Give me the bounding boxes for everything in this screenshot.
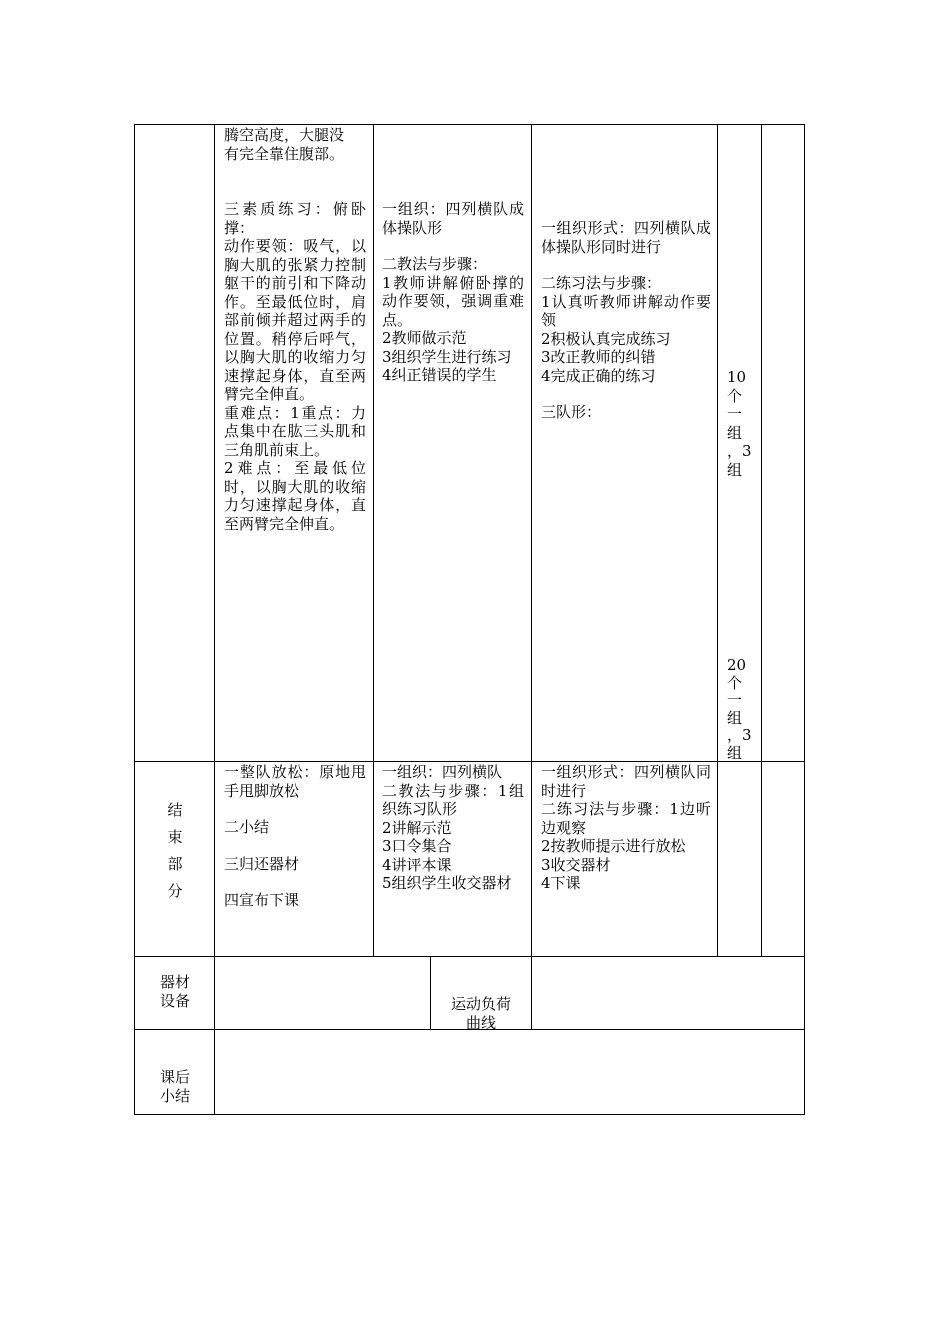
teacher-method-title: 二教法与步骤： bbox=[382, 255, 488, 273]
col-divider-load bbox=[761, 124, 762, 957]
ending-student-3: 2按教师提示进行放松 bbox=[541, 837, 686, 855]
summary-label-line-2: 小结 bbox=[159, 1086, 190, 1105]
content-cell-main bbox=[224, 126, 366, 533]
table-right-border bbox=[804, 124, 805, 1115]
load-1-line-3: 一 bbox=[727, 405, 743, 423]
ending-content-cell bbox=[224, 763, 366, 910]
col-divider-equipment bbox=[430, 956, 431, 1030]
ending-teacher-3: 2讲解示范 bbox=[382, 818, 452, 837]
student-step-3: 3改正教师的纠错 bbox=[541, 348, 656, 366]
equipment-label-line-1: 器材 bbox=[159, 973, 190, 991]
ending-content-2: 二小结 bbox=[224, 818, 270, 836]
col-divider-student bbox=[717, 124, 718, 957]
ending-teacher-2: 二教法与步骤：1组织练习队形 bbox=[382, 781, 524, 818]
student-organization: 一组织形式：四列横队成体操队形同时进行 bbox=[541, 219, 711, 256]
load-curve-label-line-2: 曲线 bbox=[465, 1013, 496, 1032]
load-curve-label bbox=[440, 995, 522, 1032]
load-2-line-6: 组 bbox=[727, 743, 743, 762]
col-divider-label bbox=[214, 124, 215, 1115]
exercise-key-point: 重难点：1重点：力点集中在肱三头肌和三角肌前束上。 bbox=[224, 403, 366, 459]
teacher-step-1: 1教师讲解俯卧撑的动作要领，强调重难点。 bbox=[382, 273, 524, 329]
table-bottom-border bbox=[134, 1114, 805, 1115]
ending-student-4: 3收交器材 bbox=[541, 855, 611, 874]
teacher-step-2: 2教师做示范 bbox=[382, 329, 467, 347]
teacher-cell-main bbox=[382, 200, 524, 385]
equipment-label-line-2: 设备 bbox=[159, 991, 190, 1010]
load-1-line-6: 组 bbox=[727, 460, 743, 479]
section-label-ending bbox=[160, 797, 190, 905]
load-2-line-1: 20 bbox=[727, 656, 747, 674]
section-char-3: 部 bbox=[167, 855, 183, 873]
table-top-border bbox=[134, 124, 805, 125]
teacher-step-3: 3组织学生进行练习 bbox=[382, 347, 512, 366]
content-top-line-1: 腾空高度，大腿没 bbox=[224, 126, 345, 144]
section-char-2: 束 bbox=[167, 828, 183, 846]
table-left-border bbox=[134, 124, 135, 1115]
exercise-essentials: 动作要领：吸气，以胸大肌的张紧力控制躯干的前引和下降动作。至最低位时，肩部前倾并超过两手的位置。稍停后呼气，以胸大肌的收缩力匀速撑起身体，直至两臂完全伸直。 bbox=[224, 237, 366, 403]
student-method-title: 二练习法与步骤： bbox=[541, 274, 662, 292]
load-2-line-4: 组 bbox=[727, 708, 743, 727]
ending-content-4: 四宣布下课 bbox=[224, 891, 300, 909]
col-divider-content bbox=[373, 124, 374, 957]
load-cell-1 bbox=[727, 368, 757, 479]
summary-label bbox=[145, 1068, 205, 1105]
content-top-line-2: 有完全靠住腹部。 bbox=[224, 144, 345, 163]
ending-student-1: 一组织形式：四列横队同时进行 bbox=[541, 763, 711, 800]
student-step-2: 2积极认真完成练习 bbox=[541, 329, 671, 348]
ending-teacher-4: 3口令集合 bbox=[382, 837, 452, 855]
ending-teacher-5: 4讲评本课 bbox=[382, 855, 452, 874]
load-1-line-1: 10 bbox=[727, 368, 747, 386]
load-2-line-5: ，3 bbox=[727, 726, 752, 744]
ending-student-2: 二练习法与步骤：1边听边观察 bbox=[541, 800, 711, 837]
ending-content-1: 一整队放松：原地甩手甩脚放松 bbox=[224, 763, 366, 800]
exercise-title: 三素质练习：俯卧撑： bbox=[224, 200, 366, 237]
col-divider-teacher bbox=[531, 124, 532, 1030]
summary-label-line-1: 课后 bbox=[159, 1068, 190, 1086]
teacher-organization: 一组织：四列横队成体操队形 bbox=[382, 200, 524, 237]
load-curve-label-line-1: 运动负荷 bbox=[450, 995, 511, 1013]
ending-student-cell bbox=[541, 763, 711, 893]
row-divider-1 bbox=[134, 761, 805, 762]
ending-student-5: 4下课 bbox=[541, 874, 581, 892]
ending-teacher-6: 5组织学生收交器材 bbox=[382, 874, 512, 892]
load-cell-2 bbox=[727, 657, 757, 762]
ending-content-3: 三归还器材 bbox=[224, 854, 300, 873]
equipment-label bbox=[145, 973, 205, 1010]
load-1-line-5: ，3 bbox=[727, 442, 752, 460]
load-1-line-4: 组 bbox=[727, 423, 743, 442]
student-step-1: 1认真听教师讲解动作要领 bbox=[541, 292, 711, 329]
load-2-line-2: 个 bbox=[727, 673, 743, 692]
teacher-step-4: 4纠正错误的学生 bbox=[382, 366, 497, 384]
load-2-line-3: 一 bbox=[727, 691, 743, 709]
student-formation: 三队形： bbox=[541, 403, 602, 421]
student-cell-main bbox=[541, 219, 711, 422]
section-char-4: 分 bbox=[167, 882, 183, 900]
row-divider-2 bbox=[134, 956, 805, 957]
student-step-4: 4完成正确的练习 bbox=[541, 366, 656, 385]
load-1-line-2: 个 bbox=[727, 386, 743, 405]
ending-teacher-1: 一组织：四列横队 bbox=[382, 763, 503, 781]
section-char-1: 结 bbox=[167, 801, 183, 819]
exercise-difficulty: 2难点：至最低位时，以胸大肌的收缩力匀速撑起身体，直至两臂完全伸直。 bbox=[224, 459, 366, 533]
ending-teacher-cell bbox=[382, 763, 524, 893]
